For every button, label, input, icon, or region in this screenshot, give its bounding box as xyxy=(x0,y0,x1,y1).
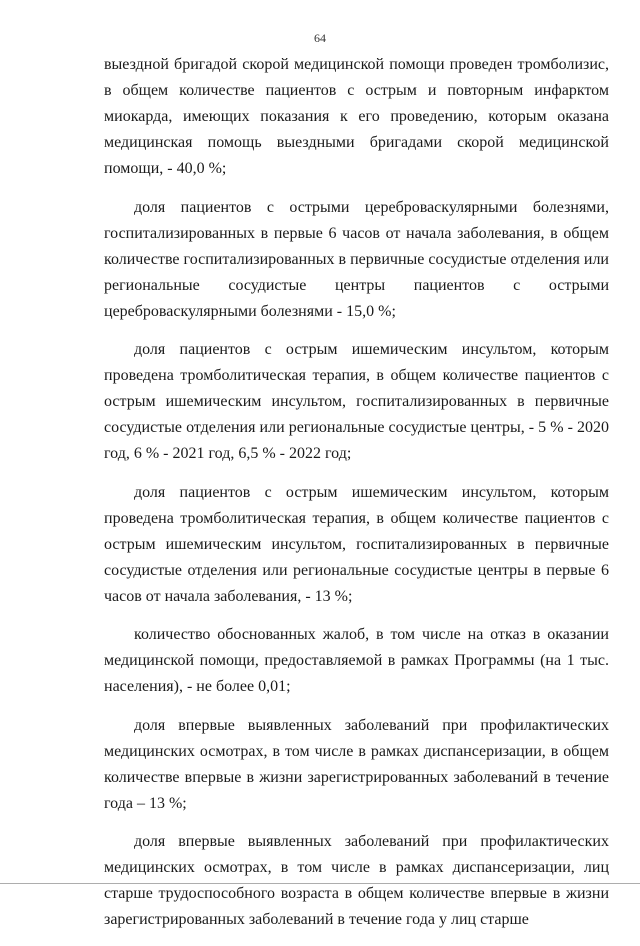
paragraph: доля пациентов с острыми цереброваскулярными болезнями, госпитализированных в первые 6 часов от начала заболевания, в общем количестве госпитализированных в первичные сосудистые отделения или региональные сосудистые центры пациентов с острыми цереброваскулярными болезнями - 15,0 %; xyxy=(104,198,609,320)
paragraph: количество обоснованных жалоб, в том числе на отказ в оказании медицинской помощи, предоставляемой в рамках Программы (на 1 тыс. населения), - не более 0,01; xyxy=(104,626,609,695)
paragraph: доля пациентов с острым ишемическим инсультом, которым проведена тромболитическая терапия, в общем количестве пациентов с острым ишемическим инсультом, госпитализированных в первичные сосудистые отделения или региональные сосудистые центры, - 5 % - 2020 год, 6 % - 2021 год, 6,5 % - 2022 год; xyxy=(104,341,609,462)
page-number: 64 xyxy=(314,31,326,45)
paragraph: доля впервые выявленных заболеваний при профилактических медицинских осмотрах, в том числе в рамках диспансеризации, в общем количестве впервые в жизни зарегистрированных заболеваний в течение года – 13 %; xyxy=(104,716,609,812)
paragraph-continuation: выездной бригадой скорой медицинской помощи проведен тромболизис, в общем количестве пациентов с острым и повторным инфарктом миокарда, имеющих показания к его проведению, которым оказана медицинская помощь выездными бригадами скорой медицинской помощи, - 40,0 %; xyxy=(104,56,609,177)
document-body xyxy=(104,52,609,946)
scan-edge-divider xyxy=(0,883,640,884)
paragraph: доля пациентов с острым ишемическим инсультом, которым проведена тромболитическая терапия, в общем количестве пациентов с острым ишемическим инсультом, госпитализированных в первичные сосудистые отделения или региональные сосудистые центры в первые 6 часов от начала заболевания, - 13 %; xyxy=(104,483,609,605)
paragraph: доля впервые выявленных заболеваний при профилактических медицинских осмотрах, в том числе в рамках диспансеризации, лиц старше трудоспособного возраста в общем количестве впервые в жизни зарегистрированных заболеваний в течение года у лиц старше xyxy=(104,833,609,928)
